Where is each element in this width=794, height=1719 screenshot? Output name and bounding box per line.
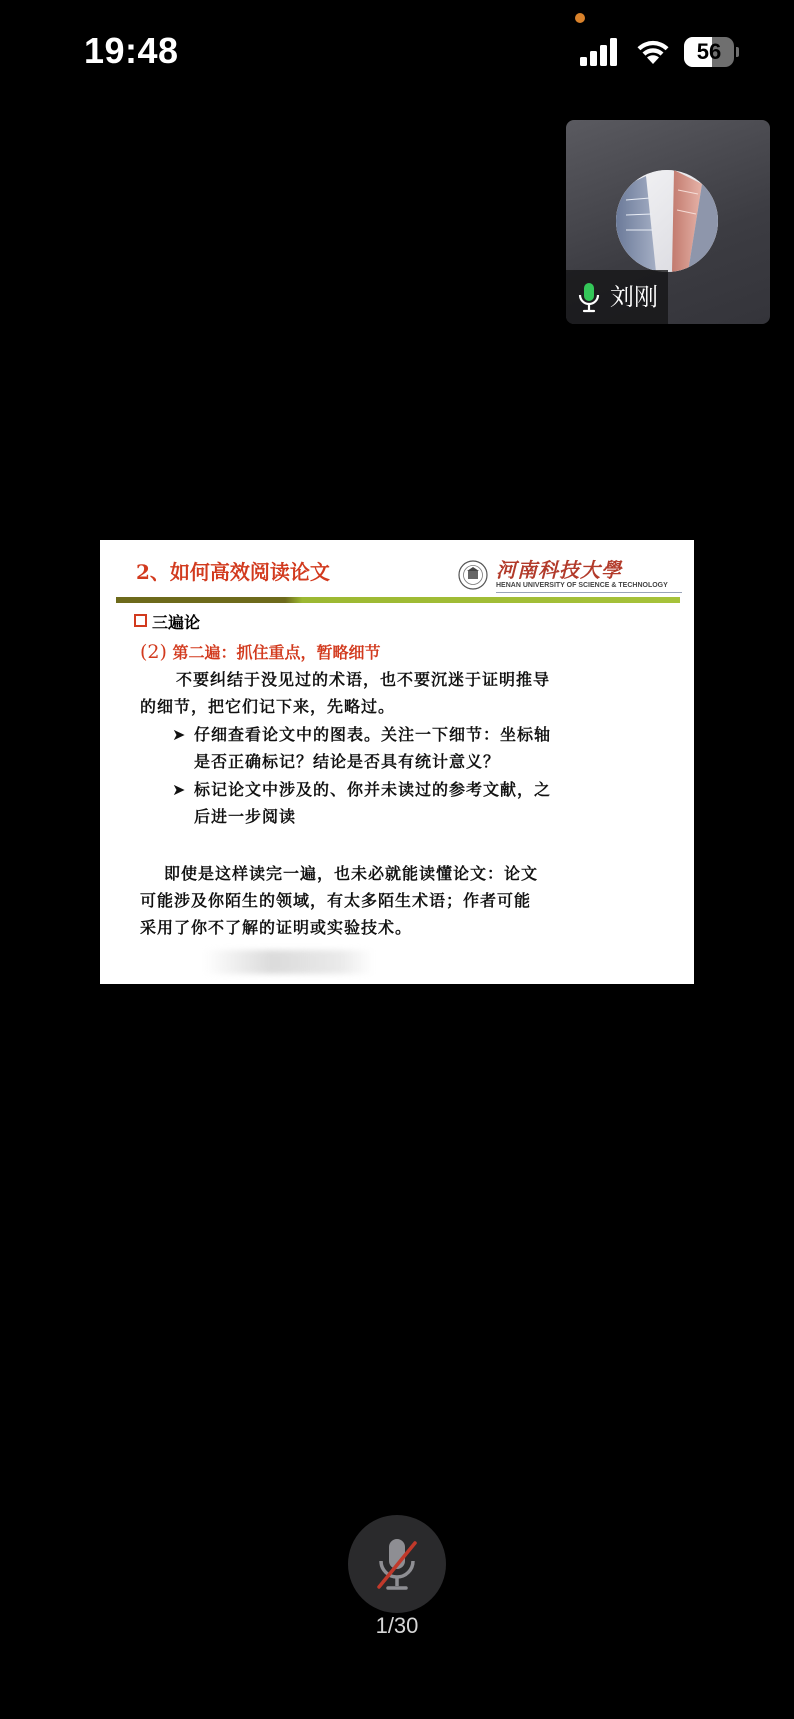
- section-label: 三遍论: [152, 613, 201, 632]
- blurred-region: [204, 950, 374, 974]
- bullet-2-line-2: 后进一步阅读: [194, 807, 297, 826]
- bullet-square-icon: [134, 614, 147, 627]
- paragraph-1-line-1: 不要纠结于没见过的术语，也不要沉迷于证明推导: [176, 670, 551, 689]
- paragraph-2-line-2: 可能涉及你陌生的领域，有太多陌生术语；作者可能: [140, 891, 532, 910]
- paragraph-1-line-2: 的细节，把它们记下来，先略过。: [140, 697, 396, 716]
- slide-page-counter: 1/30: [375, 1613, 419, 1638]
- privacy-indicator-dot: [575, 13, 585, 23]
- battery-body: [684, 37, 734, 67]
- status-bar: [0, 0, 794, 100]
- participant-avatar: [616, 170, 718, 272]
- paragraph-2-line-3: 采用了你不了解的证明或实验技术。: [140, 918, 413, 937]
- cellular-signal-icon: [580, 38, 620, 66]
- mic-icon: [578, 282, 600, 314]
- bullet-1-line-2: 是否正确标记？结论是否具有统计意义？: [194, 752, 501, 771]
- subsection-heading: [140, 640, 381, 663]
- participant-name: 刘刚: [610, 283, 658, 311]
- bullet-2-line-1: 标记论文中涉及的、你并未读过的参考文献，之: [194, 780, 552, 799]
- battery-level-text: 56: [696, 39, 722, 64]
- subsection-text: 第二遍：抓住重点，暂略细节: [166, 643, 381, 662]
- participant-name-bar: [566, 270, 668, 324]
- university-logo: [458, 552, 684, 598]
- arrow-bullet-icon: ➤: [172, 780, 186, 799]
- subsection-number: (2): [140, 641, 167, 663]
- mute-microphone-button[interactable]: [348, 1515, 446, 1613]
- wifi-icon: [634, 37, 672, 65]
- university-name-en: HENAN UNIVERSITY OF SCIENCE & TECHNOLOGY: [496, 582, 668, 589]
- participant-video-tile[interactable]: [566, 120, 770, 324]
- mic-muted-icon: [375, 1537, 419, 1593]
- status-time: 19:48: [84, 30, 179, 71]
- bullet-1-line-1: 仔细查看论文中的图表。关注一下细节：坐标轴: [194, 725, 552, 744]
- avatar-buildings-image: [616, 170, 718, 272]
- logo-underline: [496, 592, 682, 593]
- shared-slide[interactable]: [100, 540, 694, 984]
- university-seal-icon: [458, 560, 488, 590]
- paragraph-2-line-1: 即使是这样读完一遍，也未必就能读懂论文：论文: [164, 864, 539, 883]
- university-name-cn: 河南科技大學: [496, 558, 622, 582]
- battery-indicator: [684, 37, 738, 67]
- battery-cap: [736, 47, 739, 57]
- arrow-bullet-icon: ➤: [172, 725, 186, 744]
- slide-title: 2、如何高效阅读论文: [136, 560, 330, 584]
- title-divider: [116, 597, 680, 603]
